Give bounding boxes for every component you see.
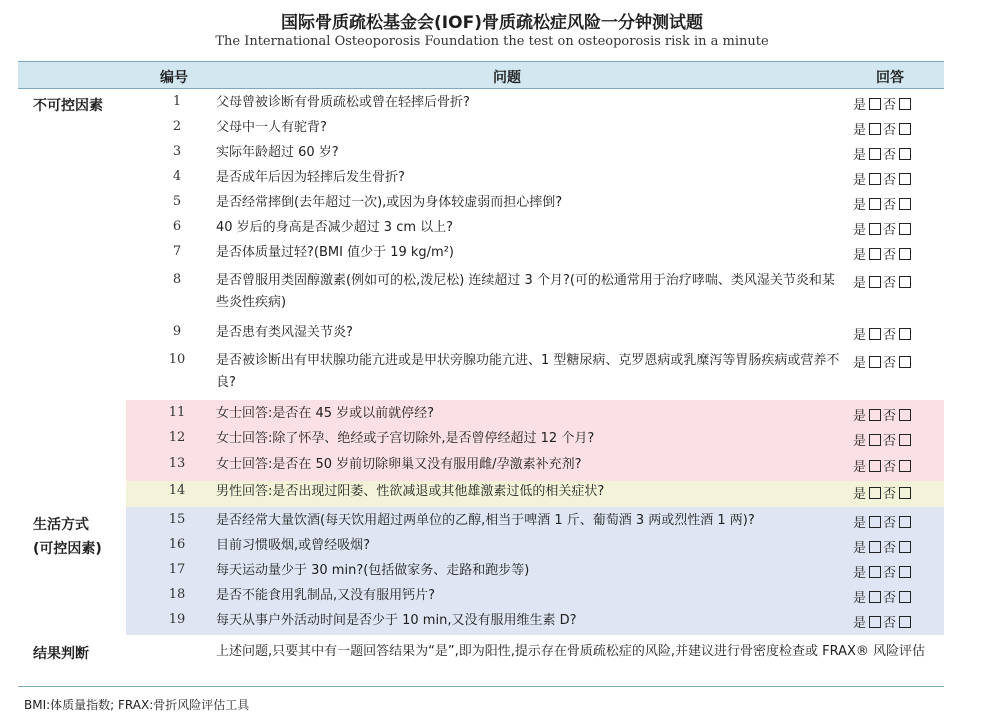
question-number: 8 xyxy=(172,272,182,287)
yes-checkbox[interactable] xyxy=(869,356,881,368)
table-header xyxy=(18,61,944,89)
answer-choices xyxy=(853,144,943,163)
question-text: 实际年龄超过 60 岁? xyxy=(216,145,339,160)
no-label: 否 xyxy=(883,148,898,163)
question-text: 是否经常大量饮酒(每天饮用超过两单位的乙醇,相当于啤酒 1 斤、葡萄酒 3 两或烈性酒 1 两)? xyxy=(216,513,755,528)
question-text: 女士回答:是否在 45 岁或以前就停经? xyxy=(216,406,435,421)
question-text: 是否不能食用乳制品,又没有服用钙片? xyxy=(216,588,436,603)
question-number: 5 xyxy=(172,194,182,209)
answer-choices xyxy=(853,612,943,631)
question-number: 13 xyxy=(168,456,186,471)
no-label: 否 xyxy=(883,591,898,606)
answer-choices xyxy=(853,456,943,475)
question-number: 12 xyxy=(168,430,186,445)
header-number: 编号 xyxy=(160,70,188,86)
no-checkbox[interactable] xyxy=(899,223,911,235)
no-checkbox[interactable] xyxy=(899,198,911,210)
yes-checkbox[interactable] xyxy=(869,616,881,628)
no-checkbox[interactable] xyxy=(899,409,911,421)
no-label: 否 xyxy=(883,328,898,343)
yes-checkbox[interactable] xyxy=(869,460,881,472)
no-label: 否 xyxy=(883,516,898,531)
yes-label: 是 xyxy=(853,223,868,238)
yes-checkbox[interactable] xyxy=(869,541,881,553)
question-number: 9 xyxy=(172,324,182,339)
yes-label: 是 xyxy=(853,591,868,606)
no-label: 否 xyxy=(883,123,898,138)
no-checkbox[interactable] xyxy=(899,434,911,446)
question-number: 19 xyxy=(168,612,186,627)
yes-label: 是 xyxy=(853,198,868,213)
answer-choices xyxy=(853,324,943,343)
answer-choices xyxy=(853,272,943,291)
no-checkbox[interactable] xyxy=(899,276,911,288)
question-number: 15 xyxy=(168,512,186,527)
no-label: 否 xyxy=(883,198,898,213)
yes-label: 是 xyxy=(853,434,868,449)
question-number: 16 xyxy=(168,537,186,552)
answer-choices xyxy=(853,512,943,531)
yes-label: 是 xyxy=(853,566,868,581)
yes-label: 是 xyxy=(853,616,868,631)
yes-label: 是 xyxy=(853,173,868,188)
no-checkbox[interactable] xyxy=(899,123,911,135)
question-text: 男性回答:是否出现过阳萎、性欲减退或其他雄激素过低的相关症状? xyxy=(216,484,605,499)
no-checkbox[interactable] xyxy=(899,516,911,528)
answer-choices xyxy=(853,562,943,581)
yes-checkbox[interactable] xyxy=(869,123,881,135)
question-number: 3 xyxy=(172,144,182,159)
question-number: 6 xyxy=(172,219,182,234)
yes-checkbox[interactable] xyxy=(869,409,881,421)
yes-checkbox[interactable] xyxy=(869,566,881,578)
question-text: 是否被诊断出有甲状腺功能亢进或是甲状旁腺功能亢进、1 型糖尿病、克罗恩病或乳糜泻等胃肠疾病或营养不良? xyxy=(216,353,840,390)
answer-choices xyxy=(853,119,943,138)
question-number: 10 xyxy=(168,352,186,367)
no-label: 否 xyxy=(883,566,898,581)
no-label: 否 xyxy=(883,356,898,371)
answer-choices xyxy=(853,219,943,238)
yes-label: 是 xyxy=(853,98,868,113)
yes-label: 是 xyxy=(853,541,868,556)
question-number: 2 xyxy=(172,119,182,134)
table-bottom-rule xyxy=(18,686,944,687)
category-uncontrollable: 不可控因素 xyxy=(33,98,103,114)
answer-choices xyxy=(853,430,943,449)
no-checkbox[interactable] xyxy=(899,460,911,472)
question-number: 7 xyxy=(172,244,182,259)
yes-label: 是 xyxy=(853,276,868,291)
no-label: 否 xyxy=(883,409,898,424)
no-label: 否 xyxy=(883,616,898,631)
answer-choices xyxy=(853,194,943,213)
no-label: 否 xyxy=(883,487,898,502)
answer-choices xyxy=(853,587,943,606)
answer-choices xyxy=(853,405,943,424)
no-label: 否 xyxy=(883,460,898,475)
answer-choices xyxy=(853,169,943,188)
category-lifestyle-note: (可控因素) xyxy=(33,541,102,557)
answer-choices xyxy=(853,352,943,371)
yes-checkbox[interactable] xyxy=(869,198,881,210)
question-number: 1 xyxy=(172,94,182,109)
yes-label: 是 xyxy=(853,148,868,163)
yes-checkbox[interactable] xyxy=(869,328,881,340)
yes-checkbox[interactable] xyxy=(869,148,881,160)
yes-checkbox[interactable] xyxy=(869,223,881,235)
yes-label: 是 xyxy=(853,516,868,531)
answer-choices xyxy=(853,537,943,556)
question-number: 11 xyxy=(168,405,186,420)
yes-checkbox[interactable] xyxy=(869,434,881,446)
question-text: 是否患有类风湿关节炎? xyxy=(216,325,353,340)
header-question: 问题 xyxy=(493,70,521,86)
no-label: 否 xyxy=(883,541,898,556)
question-text: 目前习惯吸烟,或曾经吸烟? xyxy=(216,538,371,553)
no-checkbox[interactable] xyxy=(899,173,911,185)
no-checkbox[interactable] xyxy=(899,566,911,578)
page-title: 国际骨质疏松基金会(IOF)骨质疏松症风险一分钟测试题 xyxy=(281,13,703,33)
no-checkbox[interactable] xyxy=(899,541,911,553)
question-text: 是否体质量过轻?(BMI 值少于 19 kg/m²) xyxy=(216,245,454,260)
question-text: 父母曾被诊断有骨质疏松或曾在轻摔后骨折? xyxy=(216,95,470,110)
result-text: 上述问题,只要其中有一题回答结果为“是”,即为阳性,提示存在骨质疏松症的风险,并建议进行骨密度检查或 FRAX® 风险评估 xyxy=(216,644,926,659)
no-label: 否 xyxy=(883,223,898,238)
question-text: 女士回答:除了怀孕、绝经或子宫切除外,是否曾停经超过 12 个月? xyxy=(216,431,595,446)
no-checkbox[interactable] xyxy=(899,487,911,499)
no-label: 否 xyxy=(883,276,898,291)
question-text: 是否成年后因为轻摔后发生骨折? xyxy=(216,170,405,185)
question-number: 4 xyxy=(172,169,182,184)
no-label: 否 xyxy=(883,98,898,113)
yes-checkbox[interactable] xyxy=(869,173,881,185)
yes-label: 是 xyxy=(853,123,868,138)
no-checkbox[interactable] xyxy=(899,248,911,260)
question-text: 每天运动量少于 30 min?(包括做家务、走路和跑步等) xyxy=(216,563,530,578)
question-text: 是否曾服用类固醇激素(例如可的松,泼尼松) 连续超过 3 个月?(可的松通常用于治疗哮喘、类风湿关节炎和某些炎性疾病) xyxy=(216,273,835,310)
category-lifestyle: 生活方式 xyxy=(33,517,89,533)
question-text: 父母中一人有驼背? xyxy=(216,120,327,135)
no-checkbox[interactable] xyxy=(899,328,911,340)
no-checkbox[interactable] xyxy=(899,98,911,110)
yes-label: 是 xyxy=(853,460,868,475)
header-answer: 回答 xyxy=(876,70,904,86)
no-checkbox[interactable] xyxy=(899,148,911,160)
footnote: BMI:体质量指数; FRAX:骨折风险评估工具 xyxy=(24,698,250,712)
question-number: 14 xyxy=(168,483,186,498)
page-subtitle: The International Osteoporosis Foundation the test on osteoporosis risk in a minute xyxy=(215,34,769,49)
yes-checkbox[interactable] xyxy=(869,591,881,603)
yes-label: 是 xyxy=(853,487,868,502)
answer-choices xyxy=(853,94,943,113)
yes-label: 是 xyxy=(853,248,868,263)
category-result: 结果判断 xyxy=(33,646,89,662)
yes-checkbox[interactable] xyxy=(869,248,881,260)
no-label: 否 xyxy=(883,173,898,188)
answer-choices xyxy=(853,244,943,263)
no-checkbox[interactable] xyxy=(899,356,911,368)
yes-label: 是 xyxy=(853,409,868,424)
yes-label: 是 xyxy=(853,356,868,371)
yes-checkbox[interactable] xyxy=(869,487,881,499)
no-checkbox[interactable] xyxy=(899,591,911,603)
yes-label: 是 xyxy=(853,328,868,343)
question-text: 女士回答:是否在 50 岁前切除卵巢又没有服用雌/孕激素补充剂? xyxy=(216,457,582,472)
question-text: 40 岁后的身高是否减少超过 3 cm 以上? xyxy=(216,220,454,235)
question-number: 17 xyxy=(168,562,186,577)
yes-checkbox[interactable] xyxy=(869,276,881,288)
yes-checkbox[interactable] xyxy=(869,98,881,110)
no-label: 否 xyxy=(883,248,898,263)
yes-checkbox[interactable] xyxy=(869,516,881,528)
answer-choices xyxy=(853,483,943,502)
question-text: 每天从事户外活动时间是否少于 10 min,又没有服用维生素 D? xyxy=(216,613,577,628)
no-label: 否 xyxy=(883,434,898,449)
no-checkbox[interactable] xyxy=(899,616,911,628)
question-text: 是否经常摔倒(去年超过一次),或因为身体较虚弱而担心摔倒? xyxy=(216,195,563,210)
question-number: 18 xyxy=(168,587,186,602)
